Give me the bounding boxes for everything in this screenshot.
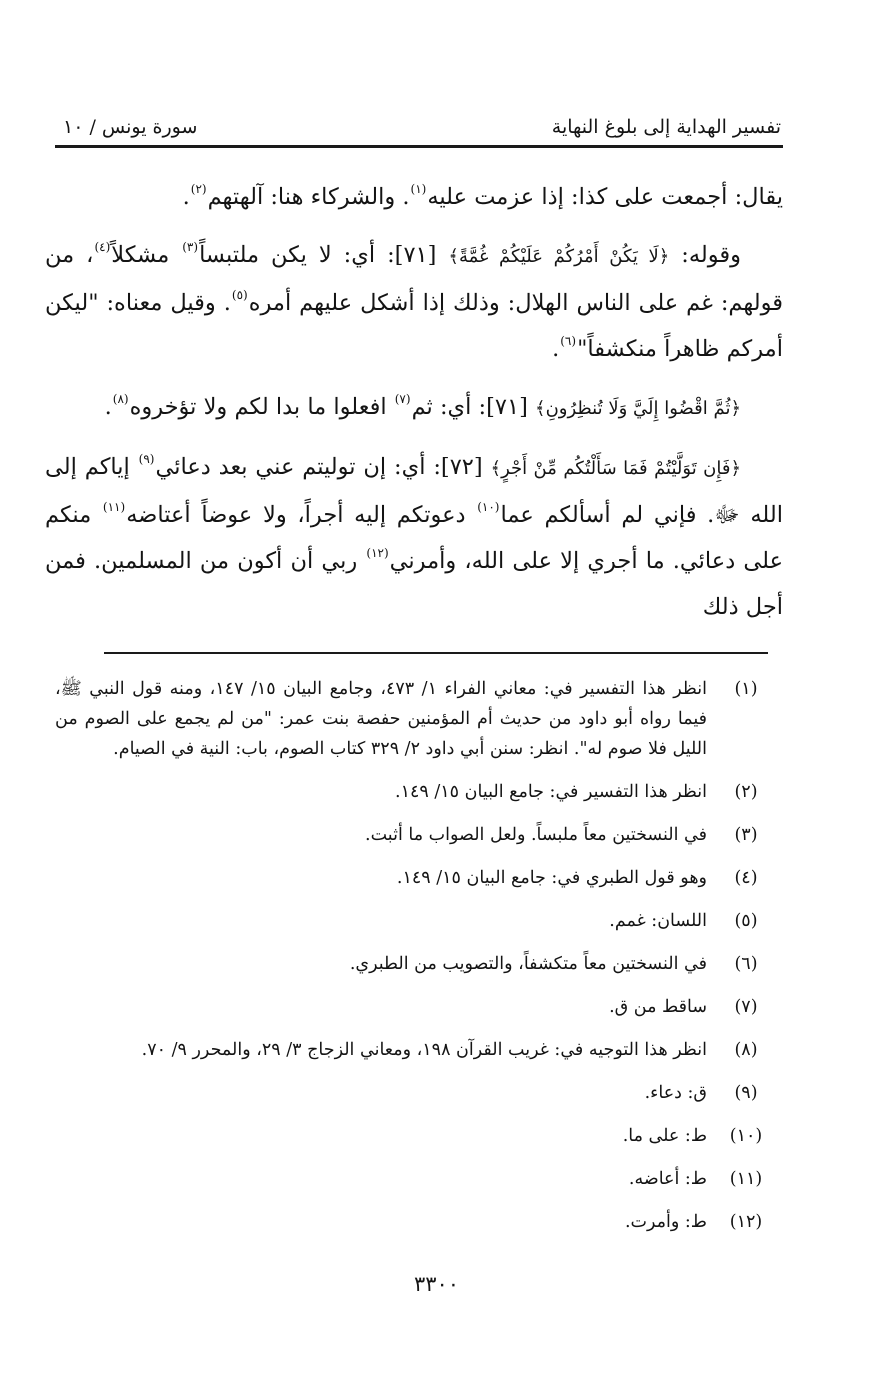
footnote-text: ساقط من ق. — [609, 997, 707, 1017]
footnote-item — [55, 1207, 767, 1237]
footnote-item — [55, 949, 767, 979]
text-run: [٧٢]: أي: إن توليتم عني بعد دعائي — [155, 454, 491, 480]
text-run: دعوتكم إليه أجراً، ولا عوضاً أعتاضه — [126, 502, 477, 528]
footnote-text: في النسختين معاً ملبساً. ولعل الصواب ما أثبت. — [365, 825, 707, 845]
footnote-ref: (٧) — [394, 392, 411, 406]
text-run: منكم على دعائي. ما أجري إلا على الله، وأمرني — [45, 502, 783, 574]
footnote-number: (٧) — [734, 997, 758, 1017]
footnote-number: (٢) — [734, 782, 758, 802]
quran-quote: ﴿فَإِن تَوَلَّيْتُمْ فَمَا سَأَلْتُكُم مِّنْ أَجْرٍ﴾ — [490, 458, 741, 479]
footnote-text: وهو قول الطبري في: جامع البيان ١٥/ ١٤٩. — [396, 868, 707, 888]
footnote-ref: (٩) — [138, 452, 155, 466]
footnote-separator — [104, 652, 768, 654]
footnote-number: (٦) — [734, 954, 758, 974]
footnote-number: (١١) — [729, 1169, 763, 1189]
footnote-ref: (٣) — [182, 240, 199, 254]
footnote-text: انظر هذا التوجيه في: غريب القرآن ١٩٨، ومعاني الزجاج ٣/ ٢٩، والمحرر ٩/ ٧٠. — [141, 1040, 707, 1060]
header-rule — [55, 145, 783, 148]
paragraph-1 — [45, 174, 783, 220]
footnote-item — [55, 906, 767, 936]
quran-quote: ﴿لَا يَكُنْ أَمْرُكُمْ عَلَيْكُمْ غُمَّةً﴾ — [448, 246, 670, 267]
text-run: يقال: أجمعت على كذا: إذا عزمت عليه — [427, 184, 783, 210]
paragraph-3 — [45, 384, 783, 432]
footnote-number: (١٢) — [729, 1212, 763, 1232]
footnote-ref: (١١) — [102, 500, 126, 514]
footnote-item — [55, 1121, 767, 1151]
footnote-number: (٥) — [734, 911, 758, 931]
footnote-text: في النسختين معاً متكشفاً، والتصويب من الطبري. — [349, 954, 707, 974]
text-run: . وقيل معناه: "ليكن أمركم ظاهراً منكشفاً" — [45, 290, 783, 362]
footnote-ref: (٢) — [190, 182, 207, 196]
footnote-ref: (١) — [410, 182, 427, 196]
footnote-ref: (١٢) — [366, 546, 389, 560]
surah-label: سورة يونس / ١٠ — [63, 116, 198, 138]
paragraph-4 — [45, 444, 783, 630]
footnote-number: (٣) — [734, 825, 758, 845]
footnote-number: (٩) — [734, 1083, 758, 1103]
text-run: . — [104, 394, 112, 420]
text-run: ، من قولهم: غم على الناس الهلال: وذلك إذا أشكل عليهم أمره — [45, 242, 783, 316]
footnote-item — [55, 1164, 767, 1194]
footnote-text: انظر هذا التفسير في: معاني الفراء ١/ ٤٧٣، وجامع البيان ١٥/ ١٤٧، ومنه قول النبي ﷺ، فيما رواه أبو داود من حديث أم المؤمنين حفصة بنت عمر: "من لم يجمع على الصوم من الليل فلا صوم له". انظر: سنن أبي داود ٢/ ٣٢٩ كتاب الصوم، باب: النية في الصيام. — [55, 679, 707, 759]
text-run: إياكم إلى الله ﷻ. فإني لم أسألكم عما — [45, 454, 783, 528]
footnote-item — [55, 674, 767, 764]
footnote-text: ط: وأمرت. — [624, 1212, 707, 1232]
footnote-ref: (٦) — [560, 334, 577, 348]
footnote-item — [55, 992, 767, 1022]
footnote-text: ط: أعاضه. — [628, 1169, 707, 1189]
footnote-text: ط: على ما. — [622, 1126, 707, 1146]
paragraph-2 — [45, 232, 783, 372]
footnote-item — [55, 1078, 767, 1108]
text-run: مشكلاً — [111, 242, 182, 268]
text-run: [٧١]: أي: ثم — [411, 394, 536, 420]
footnote-item — [55, 820, 767, 850]
text-run: [٧١]: أي: لا يكن ملتبساً — [199, 242, 449, 268]
main-text — [45, 174, 783, 642]
footnote-text: اللسان: غمم. — [609, 911, 707, 931]
footnote-ref: (٨) — [112, 392, 129, 406]
text-run: . والشركاء هنا: آلهتهم — [207, 184, 410, 210]
text-run: . — [552, 336, 560, 362]
footnote-number: (٨) — [734, 1040, 758, 1060]
footnote-item — [55, 863, 767, 893]
footnote-item — [55, 777, 767, 807]
footnote-ref: (٥) — [231, 288, 248, 302]
footnote-ref: (٤) — [94, 240, 111, 254]
text-run: . — [182, 184, 190, 210]
footnote-item — [55, 1035, 767, 1065]
footnote-number: (١) — [734, 679, 758, 699]
page-number: ٣٣٠٠ — [413, 1272, 460, 1296]
footnote-ref: (١٠) — [477, 500, 500, 514]
text-run: وقوله: — [669, 242, 741, 268]
text-run: افعلوا ما بدا لكم ولا تؤخروه — [129, 394, 394, 420]
footnote-text: انظر هذا التفسير في: جامع البيان ١٥/ ١٤٩. — [395, 782, 707, 802]
footnote-number: (١٠) — [729, 1126, 763, 1146]
footnote-number: (٤) — [734, 868, 758, 888]
quran-quote: ﴿ثُمَّ اقْضُوا إِلَيَّ وَلَا تُنظِرُونِ﴾ — [535, 398, 741, 419]
book-title: تفسير الهداية إلى بلوغ النهاية — [551, 116, 781, 138]
footnotes — [55, 674, 767, 1250]
running-header — [55, 112, 783, 148]
text-run: ربي أن أكون من المسلمين. فمن أجل ذلك — [45, 548, 783, 620]
footnote-text: ق: دعاء. — [644, 1083, 707, 1103]
